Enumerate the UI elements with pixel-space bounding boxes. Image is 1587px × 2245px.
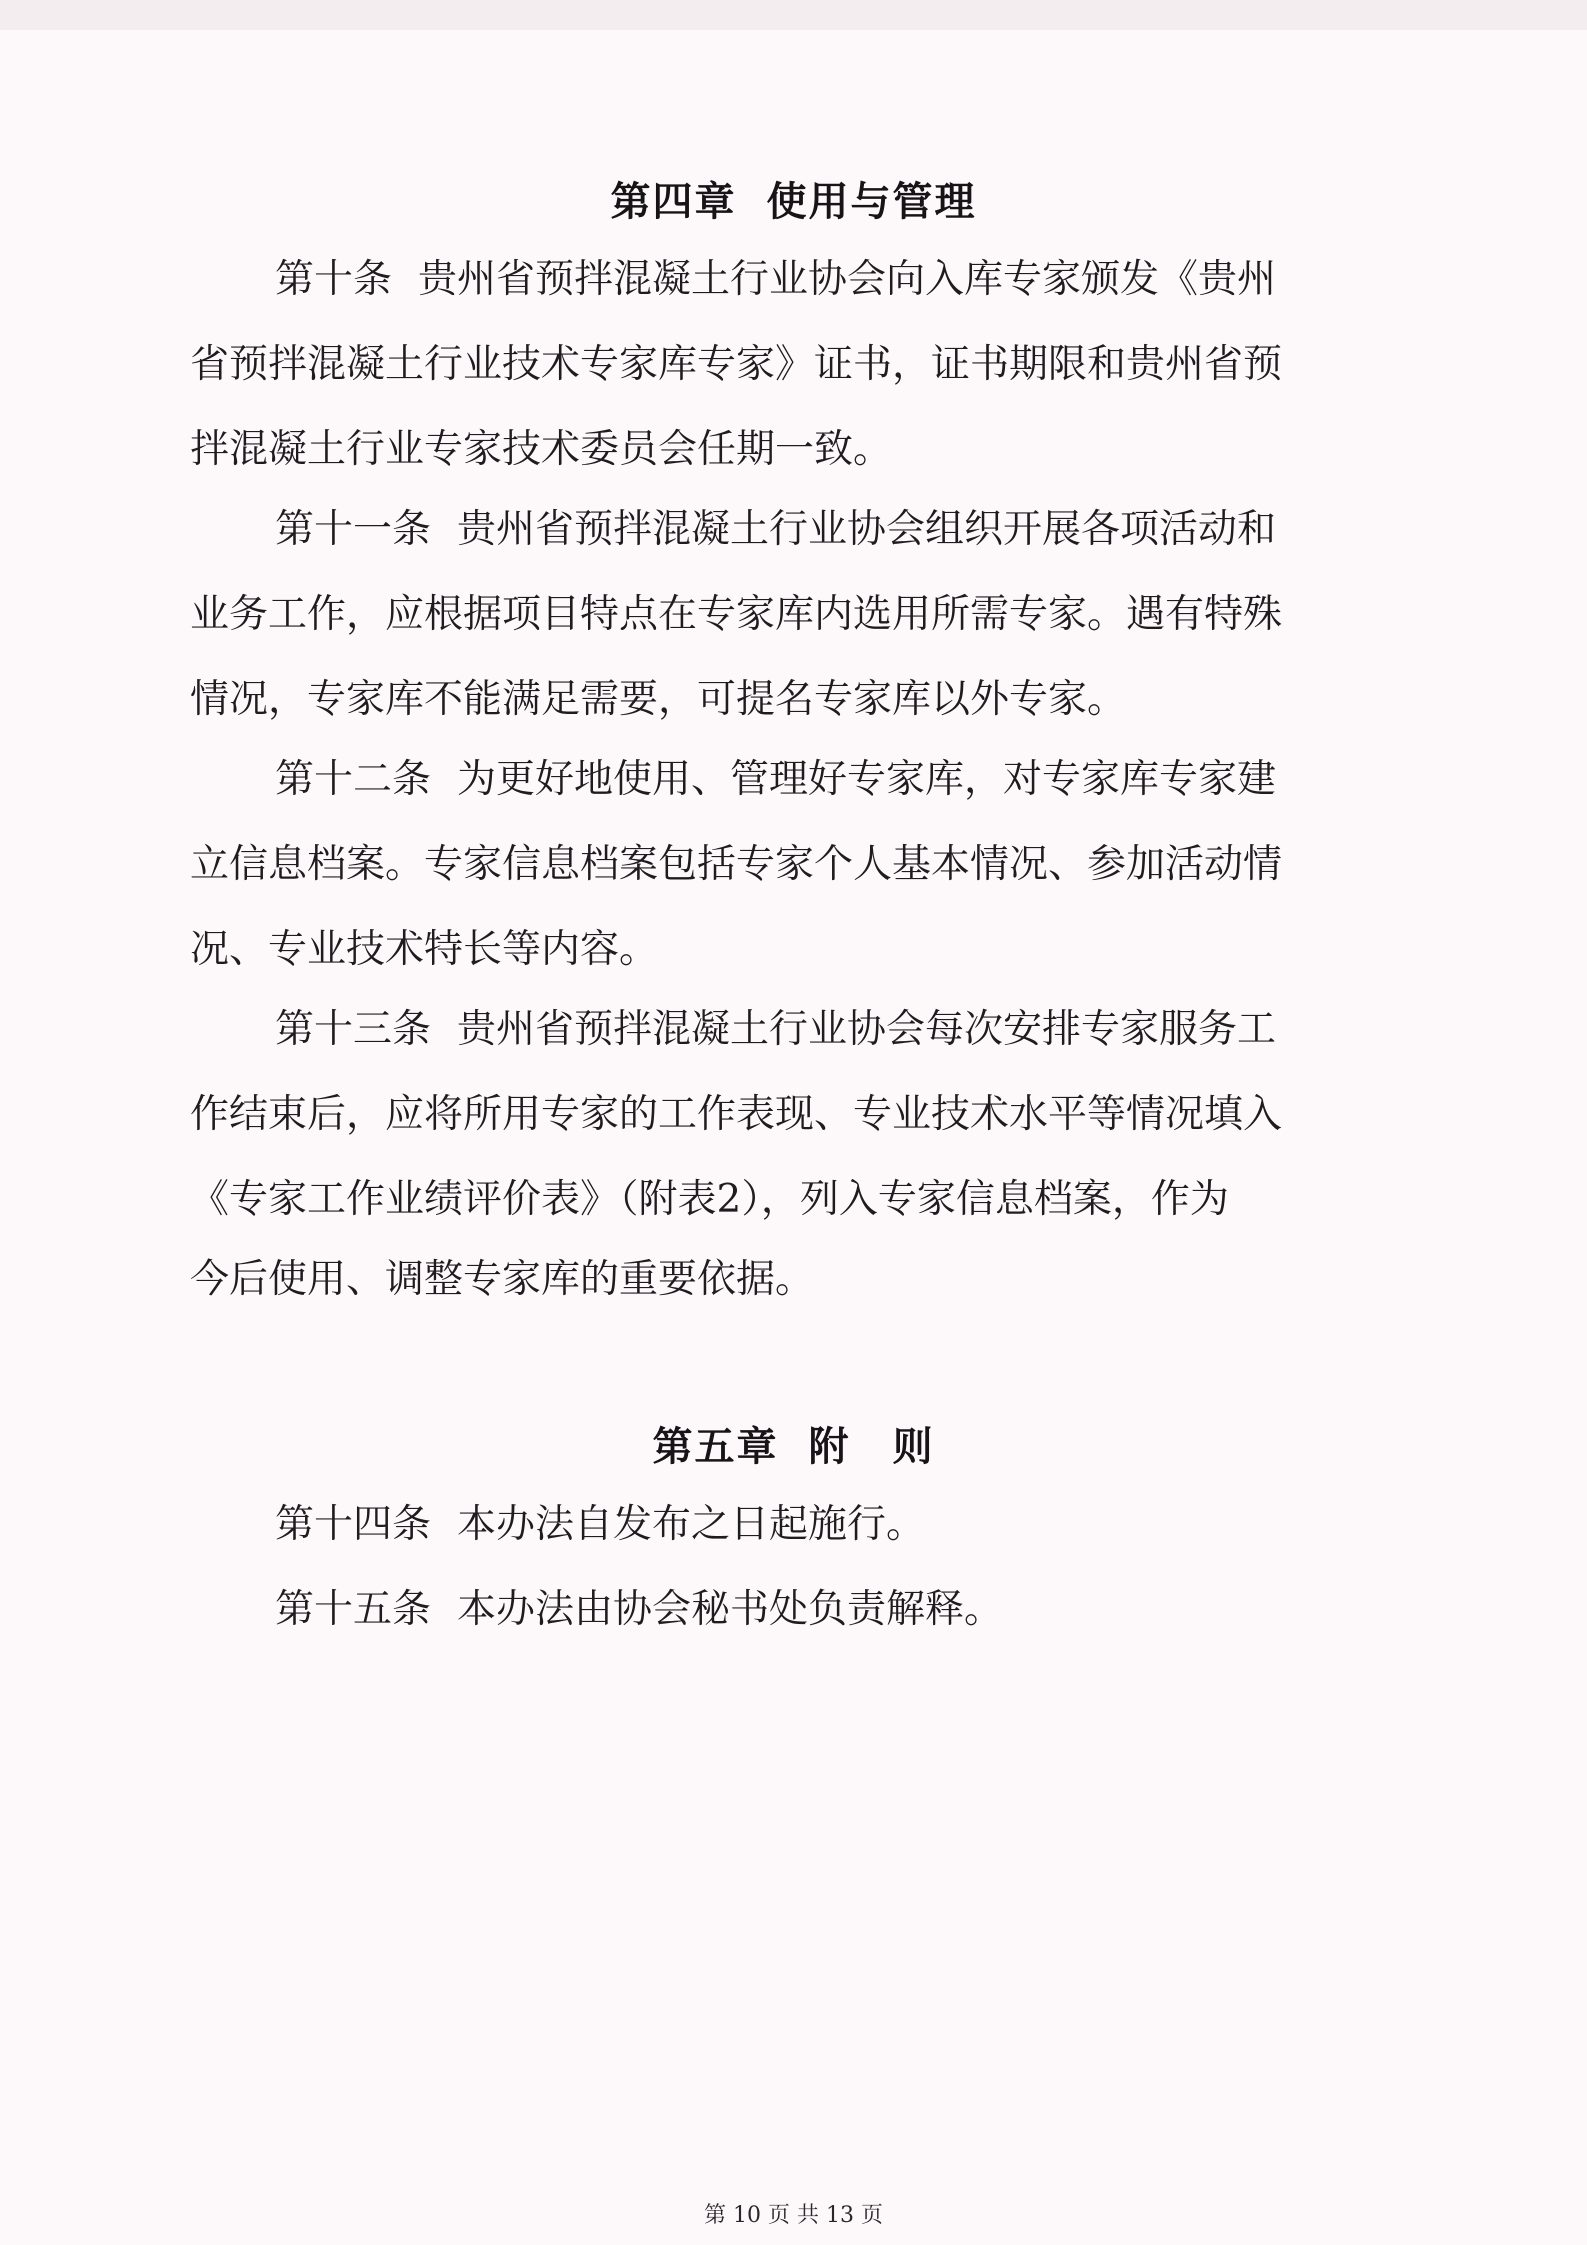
article-11-line-1 [275, 505, 1475, 555]
chapter-5-title: 附 则 [808, 1424, 935, 1470]
article-10-text-1: 贵州省预拌混凝土行业协会向入库专家颁发《贵州 [418, 257, 1277, 302]
page-number: 第 10 页 共 13 页 [704, 2203, 883, 2228]
chapter-4-number: 第四章 [610, 179, 737, 225]
scan-top-edge [0, 0, 1587, 30]
article-13-line-3: 《专家工作业绩评价表》（附表2），列入专家信息档案，作为 [190, 1177, 1229, 1222]
article-15-line [275, 1585, 1475, 1635]
article-14-text: 本办法自发布之日起施行。 [457, 1502, 926, 1547]
article-14-line [275, 1500, 1475, 1550]
article-13-text-1: 贵州省预拌混凝土行业协会每次安排专家服务工 [457, 1007, 1277, 1052]
article-13-line-4: 今后使用、调整专家库的重要依据。 [190, 1257, 815, 1302]
article-10-line-2: 省预拌混凝土行业技术专家库专家》证书，证书期限和贵州省预 [190, 342, 1283, 387]
article-10-label: 第十条 [275, 257, 393, 302]
chapter-4-title: 使用与管理 [766, 179, 977, 225]
article-12-line-2: 立信息档案。专家信息档案包括专家个人基本情况、参加活动情 [190, 842, 1283, 887]
article-15-text: 本办法由协会秘书处负责解释。 [457, 1587, 1004, 1632]
article-10-line-1 [275, 255, 1475, 305]
article-10-line-3: 拌混凝土行业专家技术委员会任期一致。 [190, 427, 893, 472]
chapter-5-number: 第五章 [652, 1424, 779, 1470]
article-12-text-1: 为更好地使用、管理好专家库，对专家库专家建 [457, 757, 1277, 802]
chapter-5-heading [0, 1415, 1587, 1472]
article-12-line-1 [275, 755, 1475, 805]
article-11-text-1: 贵州省预拌混凝土行业协会组织开展各项活动和 [457, 507, 1277, 552]
article-11-label: 第十一条 [275, 507, 432, 552]
article-11-line-3: 情况，专家库不能满足需要，可提名专家库以外专家。 [190, 677, 1127, 722]
article-15-label: 第十五条 [275, 1587, 432, 1632]
article-14-label: 第十四条 [275, 1502, 432, 1547]
article-13-label: 第十三条 [275, 1007, 432, 1052]
article-13-line-2: 作结束后，应将所用专家的工作表现、专业技术水平等情况填入 [190, 1092, 1283, 1137]
article-12-line-3: 况、专业技术特长等内容。 [190, 927, 659, 972]
article-13-line-1 [275, 1005, 1475, 1055]
chapter-4-heading [0, 170, 1587, 227]
article-11-line-2: 业务工作，应根据项目特点在专家库内选用所需专家。遇有特殊 [190, 592, 1283, 637]
article-12-label: 第十二条 [275, 757, 432, 802]
